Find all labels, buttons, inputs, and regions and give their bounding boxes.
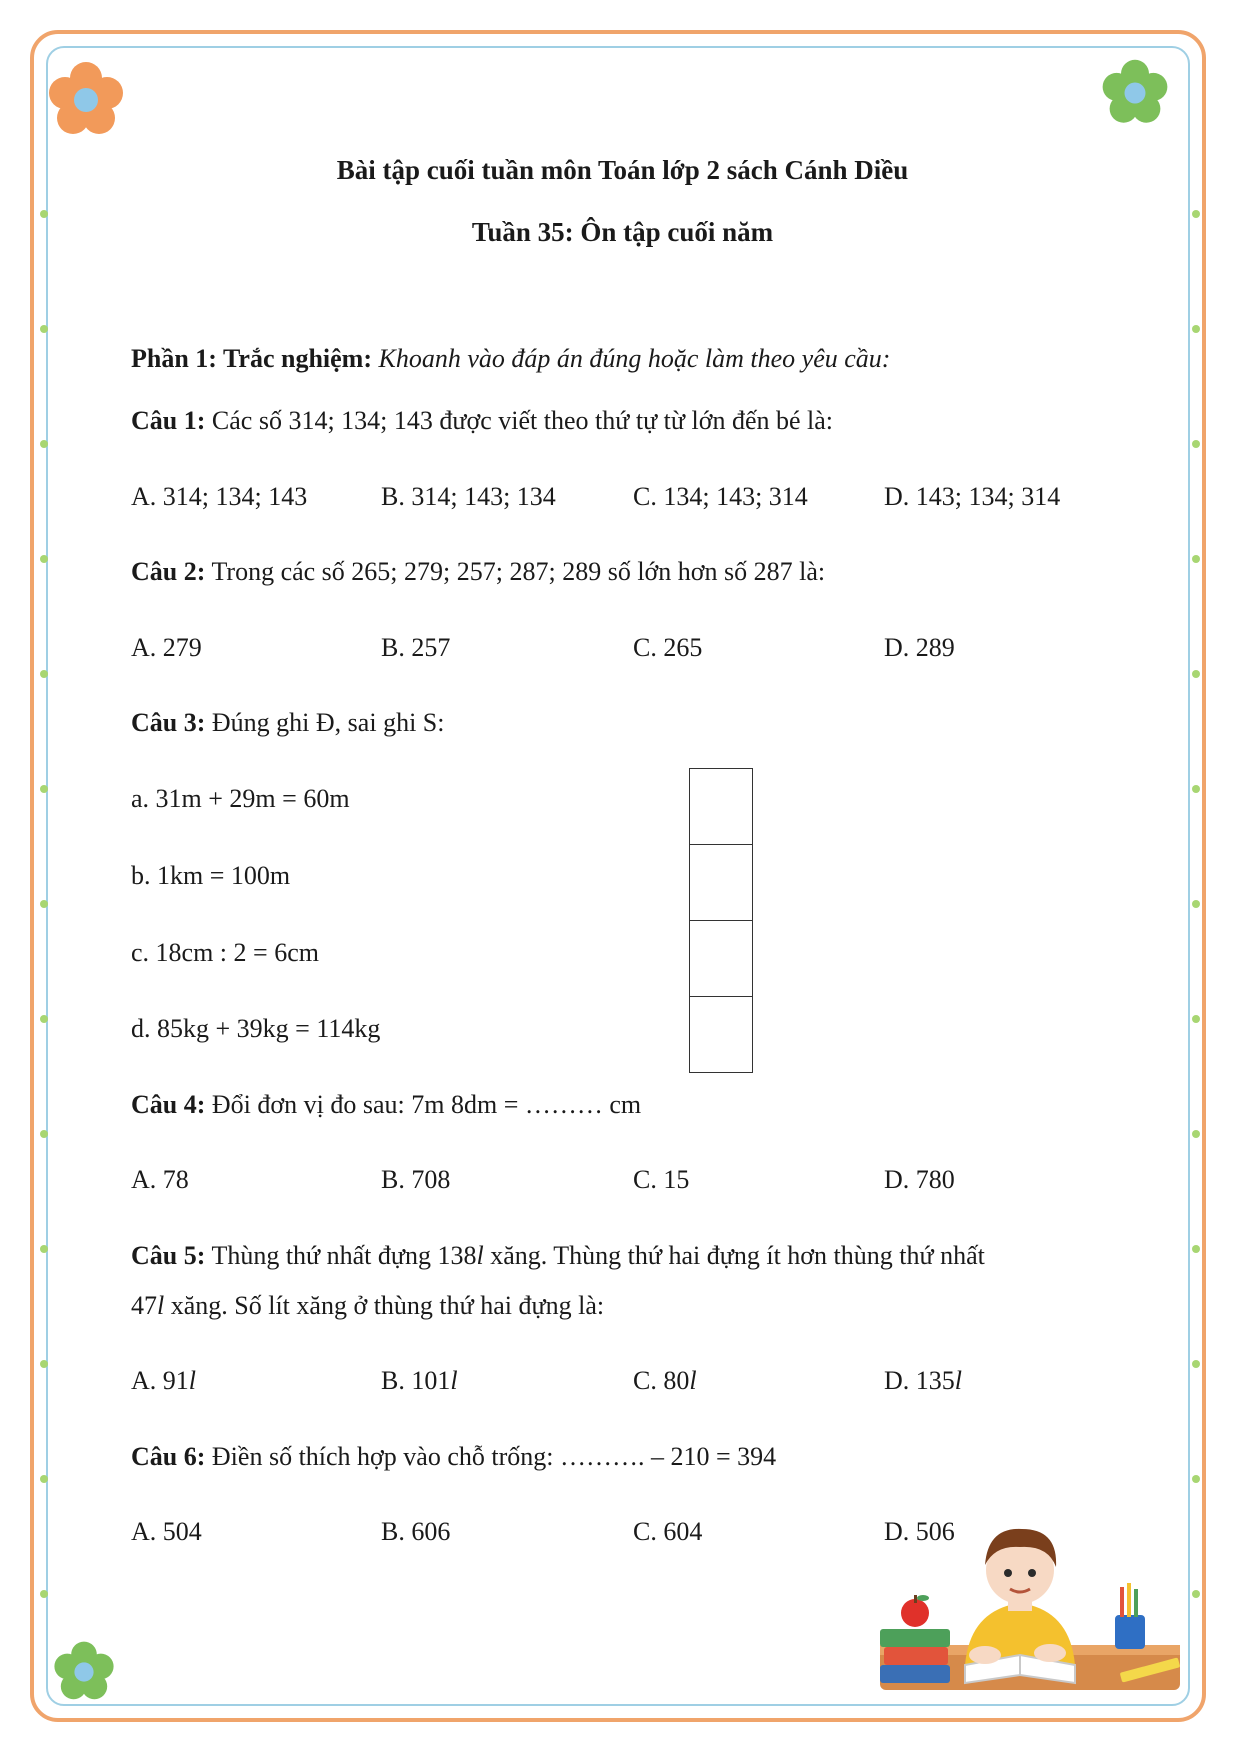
border-dot — [1192, 1475, 1200, 1483]
q4-option-d[interactable]: D. 780 — [884, 1165, 955, 1194]
flower-orange-icon — [46, 60, 126, 140]
question-label: Câu 6: — [131, 1442, 206, 1471]
q5-option-b[interactable] — [381, 1366, 458, 1396]
option-value: C. 80 — [633, 1366, 690, 1395]
q3-item-b: b. 1km = 100m — [131, 861, 291, 890]
q5-option-c[interactable] — [633, 1366, 697, 1396]
page-subtitle: Tuần 35: Ôn tập cuối năm — [471, 217, 774, 247]
question-3 — [131, 708, 444, 738]
border-dot — [40, 440, 48, 448]
question-5-line-1 — [131, 1241, 985, 1271]
question-text: Điền số thích hợp vào chỗ trống: ………. – 210 = 394 — [211, 1442, 777, 1471]
border-dot — [1192, 785, 1200, 793]
question-5-line-2 — [131, 1291, 604, 1321]
option-value: D. 135 — [884, 1366, 955, 1395]
q3-answer-box-c[interactable] — [689, 920, 753, 997]
question-text: Trong các số 265; 279; 257; 287; 289 số lớn hơn số 287 là: — [211, 557, 826, 586]
boy-studying-illustration — [870, 1515, 1190, 1705]
q2-option-b[interactable]: B. 257 — [381, 633, 451, 662]
q6-option-c[interactable]: C. 604 — [633, 1517, 703, 1546]
question-1 — [131, 406, 833, 436]
section-instruction: Khoanh vào đáp án đúng hoặc làm theo yêu cầu: — [378, 344, 891, 373]
q2-option-a[interactable]: A. 279 — [131, 633, 202, 662]
q6-option-d[interactable]: D. 506 — [884, 1517, 955, 1546]
question-text: Đổi đơn vị đo sau: 7m 8dm = ……… cm — [211, 1090, 642, 1119]
q4-option-a[interactable]: A. 78 — [131, 1165, 189, 1194]
q3-item-c: c. 18cm : 2 = 6cm — [131, 938, 319, 967]
q1-option-b[interactable]: B. 314; 143; 134 — [381, 482, 556, 511]
border-dot — [40, 1245, 48, 1253]
question-text: Thùng thứ nhất đựng 138 — [211, 1241, 477, 1270]
border-dot — [40, 1130, 48, 1138]
question-2 — [131, 557, 825, 587]
border-dot — [40, 785, 48, 793]
question-text: Các số 314; 134; 143 được viết theo thứ tự từ lớn đến bé là: — [211, 406, 834, 435]
q5-option-a[interactable] — [131, 1366, 196, 1396]
border-dot — [40, 670, 48, 678]
q1-option-a[interactable]: A. 314; 134; 143 — [131, 482, 308, 511]
unit-liter: l — [450, 1366, 458, 1395]
q4-option-c[interactable]: C. 15 — [633, 1165, 690, 1194]
question-text: xăng. Số lít xăng ở thùng thứ hai đựng là: — [164, 1291, 605, 1320]
unit-liter: l — [689, 1366, 697, 1395]
border-dot — [1192, 1015, 1200, 1023]
q6-option-a[interactable]: A. 504 — [131, 1517, 202, 1546]
flower-green-small-icon — [52, 1640, 116, 1704]
border-dot — [1192, 210, 1200, 218]
q2-option-c[interactable]: C. 265 — [633, 633, 703, 662]
option-value: B. 101 — [381, 1366, 451, 1395]
flower-green-icon — [1100, 58, 1170, 128]
section-label: Phần 1: Trắc nghiệm: — [131, 344, 372, 373]
border-dot — [1192, 1590, 1200, 1598]
question-4 — [131, 1090, 641, 1120]
q3-answer-box-a[interactable] — [689, 768, 753, 845]
question-text: Đúng ghi Đ, sai ghi S: — [211, 708, 445, 737]
border-dot — [1192, 900, 1200, 908]
unit-liter: l — [954, 1366, 963, 1395]
question-text: 47 — [131, 1291, 157, 1320]
border-dot — [40, 900, 48, 908]
question-text: xăng. Thùng thứ hai đựng ít hơn thùng thứ nhất — [483, 1241, 985, 1270]
question-label: Câu 2: — [131, 557, 206, 586]
question-6 — [131, 1442, 776, 1472]
question-label: Câu 5: — [131, 1241, 206, 1270]
section-heading — [131, 344, 890, 374]
q2-option-d[interactable]: D. 289 — [884, 633, 955, 662]
border-dot — [40, 1360, 48, 1368]
border-dot — [1192, 1360, 1200, 1368]
border-dot — [1192, 325, 1200, 333]
question-label: Câu 3: — [131, 708, 206, 737]
unit-liter: l — [476, 1241, 484, 1270]
q3-item-a: a. 31m + 29m = 60m — [131, 784, 350, 813]
page-title: Bài tập cuối tuần môn Toán lớp 2 sách Cánh Diều — [336, 155, 909, 185]
q4-option-b[interactable]: B. 708 — [381, 1165, 451, 1194]
q1-option-c[interactable]: C. 134; 143; 314 — [633, 482, 808, 511]
option-value: A. 91 — [131, 1366, 189, 1395]
border-dot — [40, 1590, 48, 1598]
border-dot — [1192, 1245, 1200, 1253]
q6-option-b[interactable]: B. 606 — [381, 1517, 451, 1546]
q3-answer-box-d[interactable] — [689, 996, 753, 1073]
border-dot — [40, 210, 48, 218]
unit-liter: l — [157, 1291, 165, 1320]
border-dot — [40, 555, 48, 563]
border-dot — [1192, 1130, 1200, 1138]
border-dot — [1192, 670, 1200, 678]
border-dot — [40, 1015, 48, 1023]
q3-item-d: d. 85kg + 39kg = 114kg — [131, 1014, 381, 1043]
border-dot — [1192, 440, 1200, 448]
q3-answer-box-b[interactable] — [689, 844, 753, 921]
question-label: Câu 4: — [131, 1090, 206, 1119]
question-label: Câu 1: — [131, 406, 206, 435]
border-dot — [40, 325, 48, 333]
q5-option-d[interactable] — [884, 1366, 962, 1396]
border-dot — [40, 1475, 48, 1483]
q1-option-d[interactable]: D. 143; 134; 314 — [884, 482, 1061, 511]
unit-liter: l — [188, 1366, 197, 1395]
border-dot — [1192, 555, 1200, 563]
